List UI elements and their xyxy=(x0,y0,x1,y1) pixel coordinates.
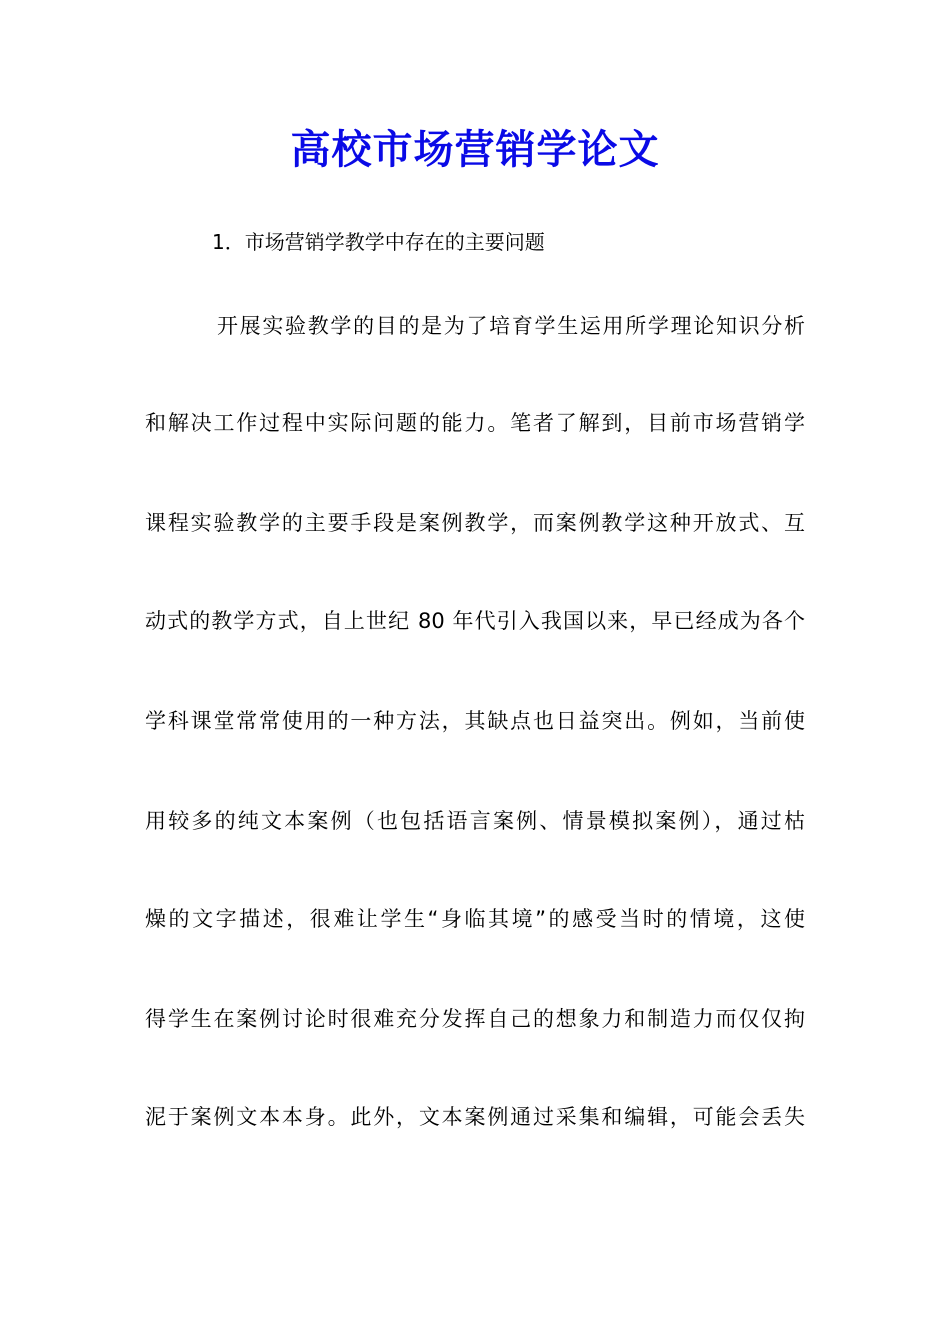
paragraph-line: 开展实验教学的目的是为了培育学生运用所学理论知识分析 xyxy=(217,314,805,338)
paragraph-line: 动式的教学方式，自上世纪 80 年代引入我国以来，早已经成为各个 xyxy=(145,609,805,633)
document-title: 高校市场营销学论文 xyxy=(290,126,660,173)
section-heading: 1．市场营销学教学中存在的主要问题 xyxy=(212,230,545,254)
paragraph-line: 用较多的纯文本案例（也包括语言案例、情景模拟案例），通过枯 xyxy=(145,809,805,833)
paragraph-line: 和解决工作过程中实际问题的能力。笔者了解到，目前市场营销学 xyxy=(145,411,805,435)
paragraph-line: 学科课堂常常使用的一种方法，其缺点也日益突出。例如，当前使 xyxy=(145,709,805,733)
paragraph-line: 燥的文字描述，很难让学生“身临其境”的感受当时的情境，这使 xyxy=(145,907,805,931)
paragraph-line: 课程实验教学的主要手段是案例教学，而案例教学这种开放式、互 xyxy=(145,511,805,535)
paragraph-line: 得学生在案例讨论时很难充分发挥自己的想象力和制造力而仅仅拘 xyxy=(145,1007,805,1031)
paragraph-line: 泥于案例文本本身。此外，文本案例通过采集和编辑，可能会丢失 xyxy=(145,1105,805,1129)
